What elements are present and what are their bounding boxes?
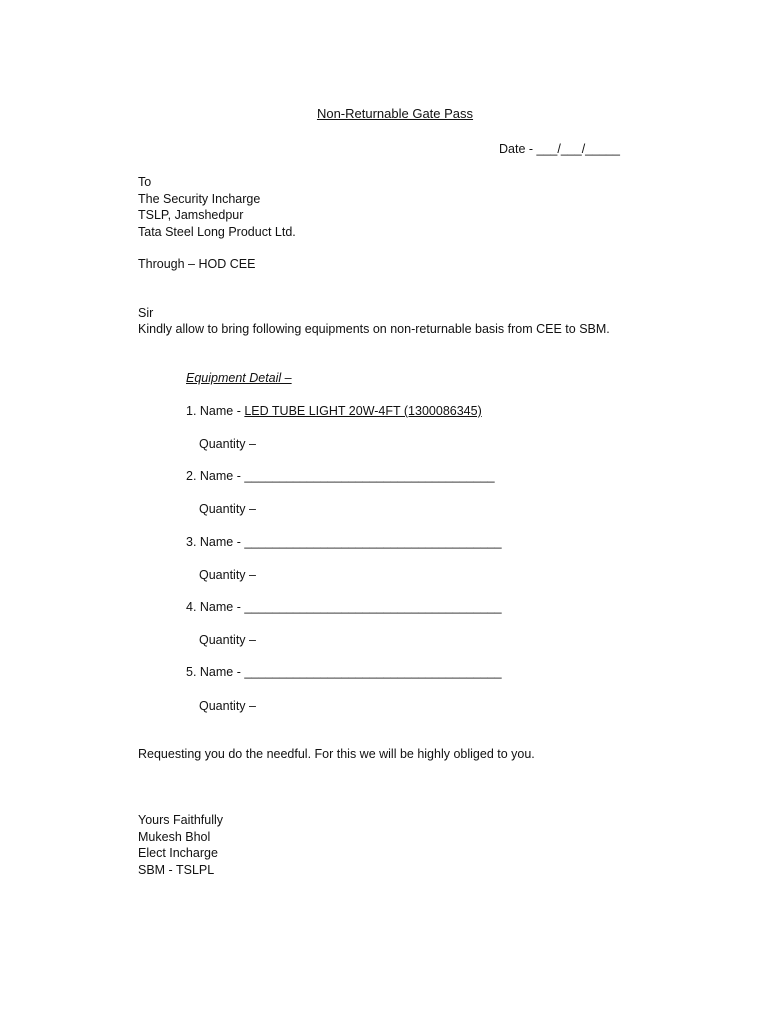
address-line: The Security Incharge [138, 191, 261, 206]
recipient-address [138, 174, 296, 240]
signature-line: Mukesh Bhol [138, 829, 211, 844]
signature-line: Yours Faithfully [138, 813, 223, 827]
equipment-item-quantity: Quantity – [199, 699, 256, 713]
equipment-item-name [186, 599, 502, 615]
item-name-value: ____________________________________ [244, 469, 495, 483]
item-name-label: 2. Name - [186, 469, 245, 483]
item-name-label: 5. Name - [186, 665, 245, 679]
item-name-value: _____________________________________ [244, 535, 502, 549]
equipment-heading: Equipment Detail – [186, 371, 292, 385]
item-name-value: _____________________________________ [244, 600, 502, 614]
equipment-item-quantity: Quantity – [199, 502, 256, 516]
signature-line: SBM - TSLPL [138, 862, 215, 877]
equipment-item-quantity: Quantity – [199, 633, 256, 647]
address-line: Tata Steel Long Product Ltd. [138, 224, 296, 239]
equipment-item-name [186, 664, 502, 680]
request-text: Kindly allow to bring following equipments on non-returnable basis from CEE to SBM. [138, 322, 610, 336]
document-title: Non-Returnable Gate Pass [316, 106, 474, 121]
item-name-label: 4. Name - [186, 600, 245, 614]
date-line: Date - ___/___/_____ [499, 142, 620, 156]
equipment-item-name [186, 534, 502, 550]
closing-text: Requesting you do the needful. For this we will be highly obliged to you. [138, 747, 535, 761]
signature-line: Elect Incharge [138, 846, 218, 860]
signature-block [138, 812, 223, 878]
salutation: Sir [138, 306, 154, 320]
item-name-label: 3. Name - [186, 535, 245, 549]
equipment-item-quantity: Quantity – [199, 437, 256, 451]
equipment-item-name [186, 403, 482, 419]
item-name-value: LED TUBE LIGHT 20W-4FT (1300086345) [244, 404, 482, 418]
address-line: To [138, 175, 152, 189]
item-name-value: _____________________________________ [244, 665, 502, 679]
equipment-item-quantity: Quantity – [199, 568, 256, 582]
item-name-label: 1. Name - [186, 404, 245, 418]
address-line: TSLP, Jamshedpur [138, 208, 244, 222]
equipment-item-name [186, 468, 495, 484]
through-line: Through – HOD CEE [138, 257, 256, 271]
